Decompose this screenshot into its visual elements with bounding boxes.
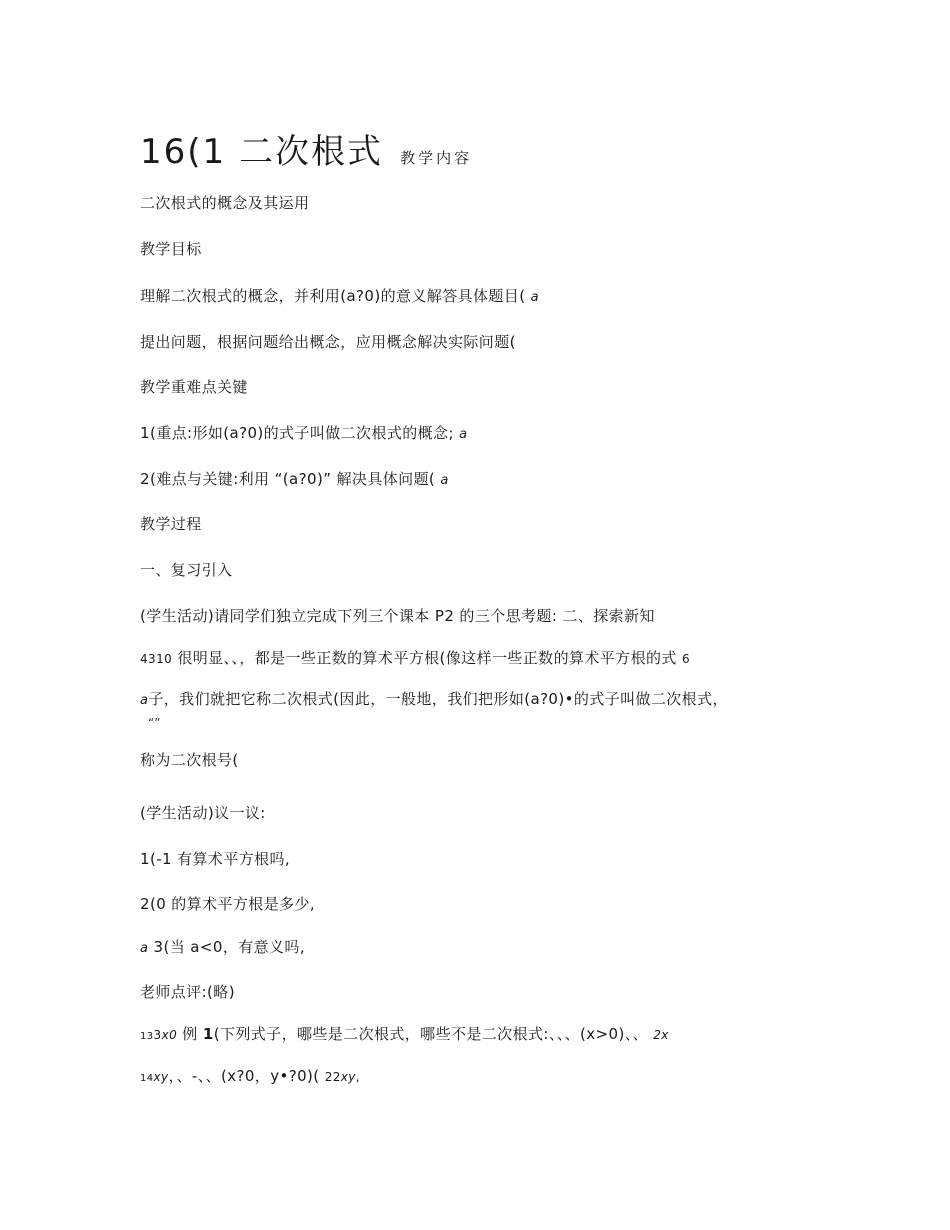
text-line: 2(难点与关键:利用 “(a?0)” 解决具体问题( a (140, 470, 449, 488)
text-line: (学生活动)议一议: (140, 804, 266, 822)
text-line: 4310 很明显、、，都是一些正数的算术平方根(像这样一些正数的算术平方根的式 6 (140, 649, 690, 667)
title-row (140, 124, 472, 173)
text-line: 老师点评:(略) (140, 983, 235, 1001)
page-subtitle: 教学内容 (400, 149, 473, 167)
text-line: 1(重点:形如(a?0)的式子叫做二次根式的概念; a (140, 424, 468, 442)
text-line: a 3(当 a<0，有意义吗, (140, 938, 305, 956)
text-line: 1(-1 有算术平方根吗, (140, 850, 291, 868)
example-line: 133x0 例 1(下列式子，哪些是二次根式，哪些不是二次根式:、、、(x>0)、、 2x (140, 1025, 669, 1043)
text-line: 称为二次根号( (140, 751, 239, 769)
section-heading: 教学重难点关键 (140, 378, 248, 396)
text-line: 提出问题，根据问题给出概念，应用概念解决实际问题( (140, 333, 516, 351)
quote-marks: “” (148, 716, 161, 730)
text-line: 2(0 的算术平方根是多少, (140, 895, 316, 913)
section-heading: 教学过程 (140, 515, 202, 533)
text-line: (学生活动)请同学们独立完成下列三个课本 P2 的三个思考题: 二、探索新知 (140, 607, 655, 625)
page-title: 16(1 二次根式 (140, 132, 383, 172)
example-line: 14xy，、-、、(x?0，y•?0)( 22xy, (140, 1067, 361, 1085)
section-heading: 一、复习引入 (140, 561, 233, 579)
text-line: 二次根式的概念及其运用 (140, 194, 310, 212)
text-line: a子，我们就把它称二次根式(因此，一般地，我们把形如(a?0)•的式子叫做二次根式， (140, 690, 728, 708)
text-line: 理解二次根式的概念，并利用(a?0)的意义解答具体题目( a (140, 287, 540, 305)
section-heading: 教学目标 (140, 240, 202, 258)
